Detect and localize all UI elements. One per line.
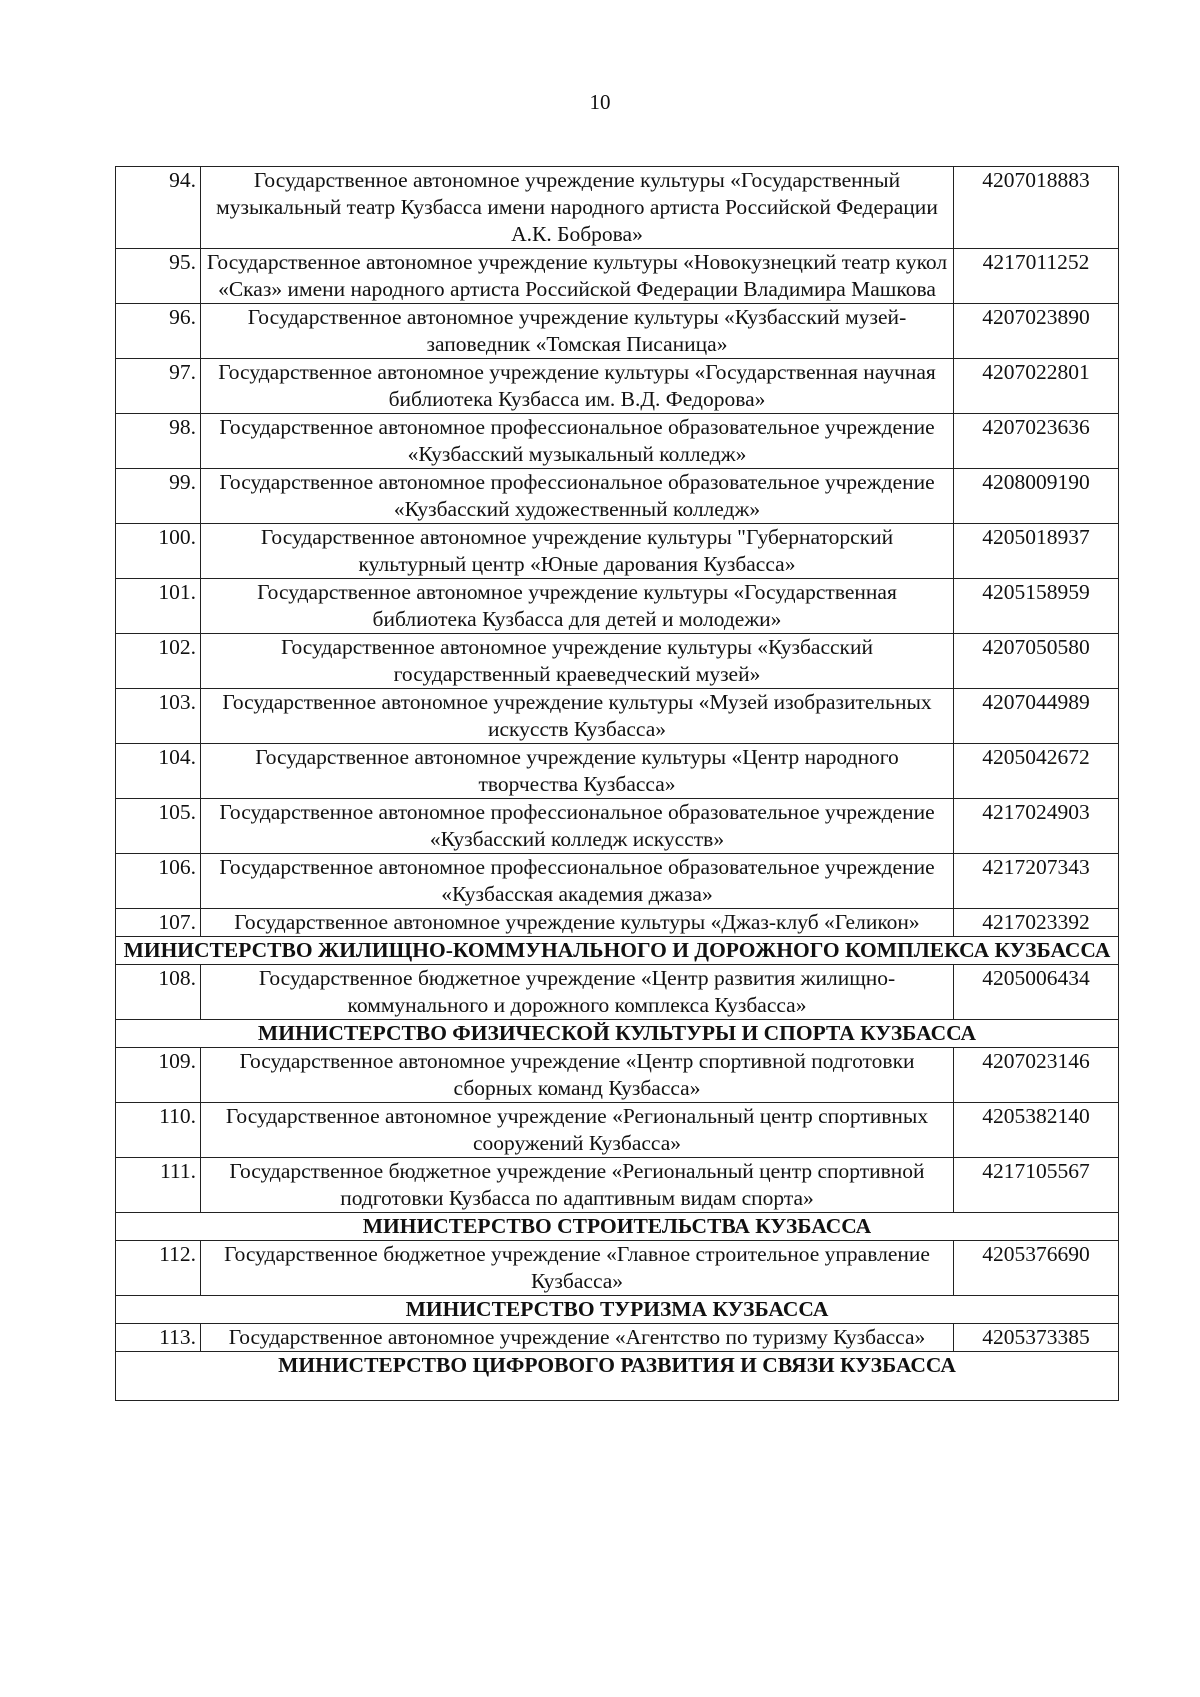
inn-code: 4205042672	[954, 744, 1119, 799]
row-number: 100.	[116, 524, 201, 579]
inn-code: 4217105567	[954, 1158, 1119, 1213]
table-row	[116, 689, 1119, 744]
row-number: 97.	[116, 359, 201, 414]
institution-name: Государственное автономное учреждение культуры «Государственная научная библиотека Кузбасса им. В.Д. Федорова»	[201, 359, 954, 414]
inn-code: 4207050580	[954, 634, 1119, 689]
inn-code: 4205373385	[954, 1324, 1119, 1352]
row-number: 107.	[116, 909, 201, 937]
institution-name: Государственное автономное профессиональное образовательное учреждение «Кузбасский художественный колледж»	[201, 469, 954, 524]
row-number: 104.	[116, 744, 201, 799]
table-row	[116, 965, 1119, 1020]
table-row	[116, 854, 1119, 909]
section-header-row	[116, 1352, 1119, 1401]
table-row	[116, 634, 1119, 689]
table-row	[116, 249, 1119, 304]
inn-code: 4205376690	[954, 1241, 1119, 1296]
table-row	[116, 359, 1119, 414]
row-number: 98.	[116, 414, 201, 469]
table-row	[116, 579, 1119, 634]
row-number: 110.	[116, 1103, 201, 1158]
inn-code: 4207044989	[954, 689, 1119, 744]
institution-name: Государственное автономное профессиональное образовательное учреждение «Кузбасский колледж искусств»	[201, 799, 954, 854]
institution-name: Государственное автономное учреждение культуры «Кузбасский государственный краеведческий музей»	[201, 634, 954, 689]
table-row	[116, 909, 1119, 937]
row-number: 106.	[116, 854, 201, 909]
row-number: 108.	[116, 965, 201, 1020]
inn-code: 4207022801	[954, 359, 1119, 414]
inn-code: 4217207343	[954, 854, 1119, 909]
section-title: МИНИСТЕРСТВО ФИЗИЧЕСКОЙ КУЛЬТУРЫ И СПОРТА КУЗБАССА	[116, 1020, 1119, 1048]
institution-name: Государственное автономное профессиональное образовательное учреждение «Кузбасский музыкальный колледж»	[201, 414, 954, 469]
row-number: 105.	[116, 799, 201, 854]
row-number: 99.	[116, 469, 201, 524]
institutions-table	[115, 166, 1119, 1401]
table-row	[116, 524, 1119, 579]
row-number: 102.	[116, 634, 201, 689]
row-number: 95.	[116, 249, 201, 304]
section-header-row	[116, 937, 1119, 965]
institution-name: Государственное автономное учреждение «Центр спортивной подготовки сборных команд Кузбасса»	[201, 1048, 954, 1103]
row-number: 96.	[116, 304, 201, 359]
inn-code: 4217011252	[954, 249, 1119, 304]
inn-code: 4205158959	[954, 579, 1119, 634]
institution-name: Государственное бюджетное учреждение «Региональный центр спортивной подготовки Кузбасса по адаптивным видам спорта»	[201, 1158, 954, 1213]
table-row	[116, 799, 1119, 854]
institution-name: Государственное автономное учреждение культуры "Губернаторский культурный центр «Юные дарования Кузбасса»	[201, 524, 954, 579]
row-number: 101.	[116, 579, 201, 634]
page-number: 10	[589, 90, 611, 114]
institution-name: Государственное автономное учреждение культуры «Государственный музыкальный театр Кузбасса имени народного артиста Российской Федерации А.К. Боброва»	[201, 167, 954, 249]
section-title: МИНИСТЕРСТВО ТУРИЗМА КУЗБАССА	[116, 1296, 1119, 1324]
section-header-row	[116, 1020, 1119, 1048]
row-number: 94.	[116, 167, 201, 249]
table-row	[116, 744, 1119, 799]
inn-code: 4205006434	[954, 965, 1119, 1020]
inn-code: 4217024903	[954, 799, 1119, 854]
row-number: 112.	[116, 1241, 201, 1296]
table-row	[116, 167, 1119, 249]
inn-code: 4207023146	[954, 1048, 1119, 1103]
row-number: 103.	[116, 689, 201, 744]
section-header-row	[116, 1296, 1119, 1324]
institution-name: Государственное автономное учреждение культуры «Музей изобразительных искусств Кузбасса»	[201, 689, 954, 744]
institution-name: Государственное автономное учреждение культуры «Джаз-клуб «Геликон»	[201, 909, 954, 937]
section-title: МИНИСТЕРСТВО ЦИФРОВОГО РАЗВИТИЯ И СВЯЗИ КУЗБАССА	[116, 1352, 1119, 1401]
institution-name: Государственное автономное учреждение «Агентство по туризму Кузбасса»	[201, 1324, 954, 1352]
institution-name: Государственное автономное учреждение культуры «Центр народного творчества Кузбасса»	[201, 744, 954, 799]
institution-name: Государственное автономное учреждение культуры «Государственная библиотека Кузбасса для детей и молодежи»	[201, 579, 954, 634]
table-body	[116, 167, 1119, 1401]
row-number: 113.	[116, 1324, 201, 1352]
row-number: 111.	[116, 1158, 201, 1213]
inn-code: 4207018883	[954, 167, 1119, 249]
table-row	[116, 1241, 1119, 1296]
inn-code: 4207023636	[954, 414, 1119, 469]
table-row	[116, 304, 1119, 359]
table-row	[116, 1324, 1119, 1352]
institution-name: Государственное бюджетное учреждение «Центр развития жилищно-коммунального и дорожного комплекса Кузбасса»	[201, 965, 954, 1020]
row-number: 109.	[116, 1048, 201, 1103]
inn-code: 4205018937	[954, 524, 1119, 579]
institution-name: Государственное автономное учреждение культуры «Новокузнецкий театр кукол «Сказ» имени народного артиста Российской Федерации Владимира Машкова	[201, 249, 954, 304]
institution-name: Государственное автономное профессиональное образовательное учреждение «Кузбасская академия джаза»	[201, 854, 954, 909]
institution-name: Государственное автономное учреждение «Региональный центр спортивных сооружений Кузбасса»	[201, 1103, 954, 1158]
table-row	[116, 469, 1119, 524]
institution-name: Государственное бюджетное учреждение «Главное строительное управление Кузбасса»	[201, 1241, 954, 1296]
inn-code: 4217023392	[954, 909, 1119, 937]
table-row	[116, 1103, 1119, 1158]
institution-name: Государственное автономное учреждение культуры «Кузбасский музей-заповедник «Томская Писаница»	[201, 304, 954, 359]
table-row	[116, 414, 1119, 469]
section-header-row	[116, 1213, 1119, 1241]
inn-code: 4208009190	[954, 469, 1119, 524]
section-title: МИНИСТЕРСТВО СТРОИТЕЛЬСТВА КУЗБАССА	[116, 1213, 1119, 1241]
section-title: МИНИСТЕРСТВО ЖИЛИЩНО-КОММУНАЛЬНОГО И ДОРОЖНОГО КОМПЛЕКСА КУЗБАССА	[116, 937, 1119, 965]
inn-code: 4205382140	[954, 1103, 1119, 1158]
inn-code: 4207023890	[954, 304, 1119, 359]
table-row	[116, 1048, 1119, 1103]
table-row	[116, 1158, 1119, 1213]
